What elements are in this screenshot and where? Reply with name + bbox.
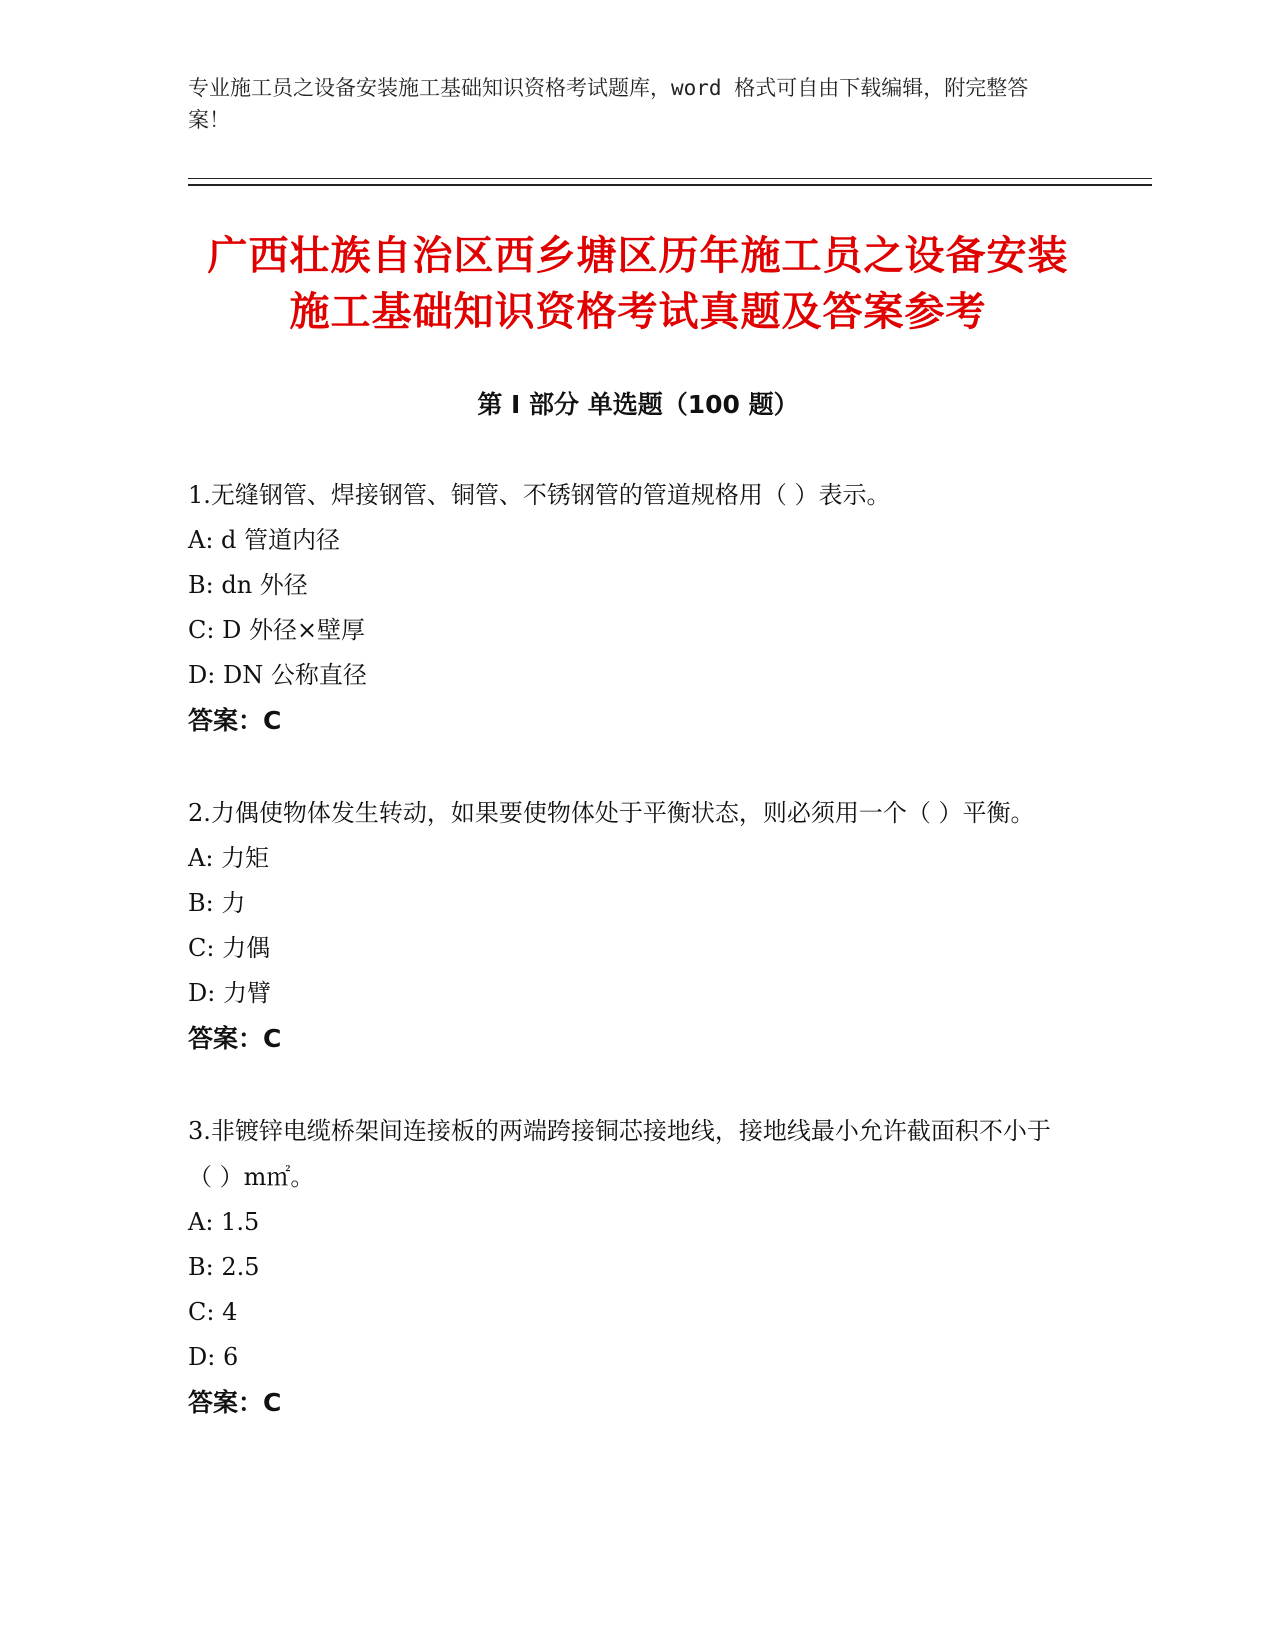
document-title: 广西壮族自治区西乡塘区历年施工员之设备安装施工基础知识资格考试真题及答案参考 (207, 233, 1069, 335)
question-1 (188, 472, 1068, 744)
question-list (188, 472, 1068, 1472)
question-3 (188, 1108, 1068, 1426)
option-a: A: 1.5 (188, 1208, 260, 1236)
header-divider-thin (188, 178, 1152, 179)
answer: 答案：C (188, 706, 282, 735)
answer: 答案：C (188, 1024, 282, 1053)
question-2 (188, 790, 1068, 1062)
option-c: C: D 外径×壁厚 (188, 616, 366, 644)
question-stem: 3.非镀锌电缆桥架间连接板的两端跨接铜芯接地线，接地线最小允许截面积不小于（ ）m㎡。 (188, 1117, 1051, 1191)
section-heading: 第 I 部分 单选题（100 题） (477, 390, 799, 419)
option-b: B: dn 外径 (188, 571, 308, 599)
header-note: 专业施工员之设备安装施工基础知识资格考试题库，word 格式可自由下载编辑，附完整答案！ (188, 76, 1029, 132)
question-stem: 1.无缝钢管、焊接钢管、铜管、不锈钢管的管道规格用（ ）表示。 (188, 481, 891, 509)
option-d: D: 力臂 (188, 979, 271, 1007)
option-b: B: 2.5 (188, 1253, 260, 1281)
question-stem: 2.力偶使物体发生转动，如果要使物体处于平衡状态，则必须用一个（ ）平衡。 (188, 799, 1035, 827)
option-d: D: DN 公称直径 (188, 661, 367, 689)
option-a: A: 力矩 (188, 844, 270, 872)
answer: 答案：C (188, 1388, 282, 1417)
option-c: C: 力偶 (188, 934, 271, 962)
header-divider-thick (188, 184, 1152, 186)
option-a: A: d 管道内径 (188, 526, 341, 554)
option-c: C: 4 (188, 1298, 238, 1326)
option-b: B: 力 (188, 889, 246, 917)
option-d: D: 6 (188, 1343, 239, 1371)
